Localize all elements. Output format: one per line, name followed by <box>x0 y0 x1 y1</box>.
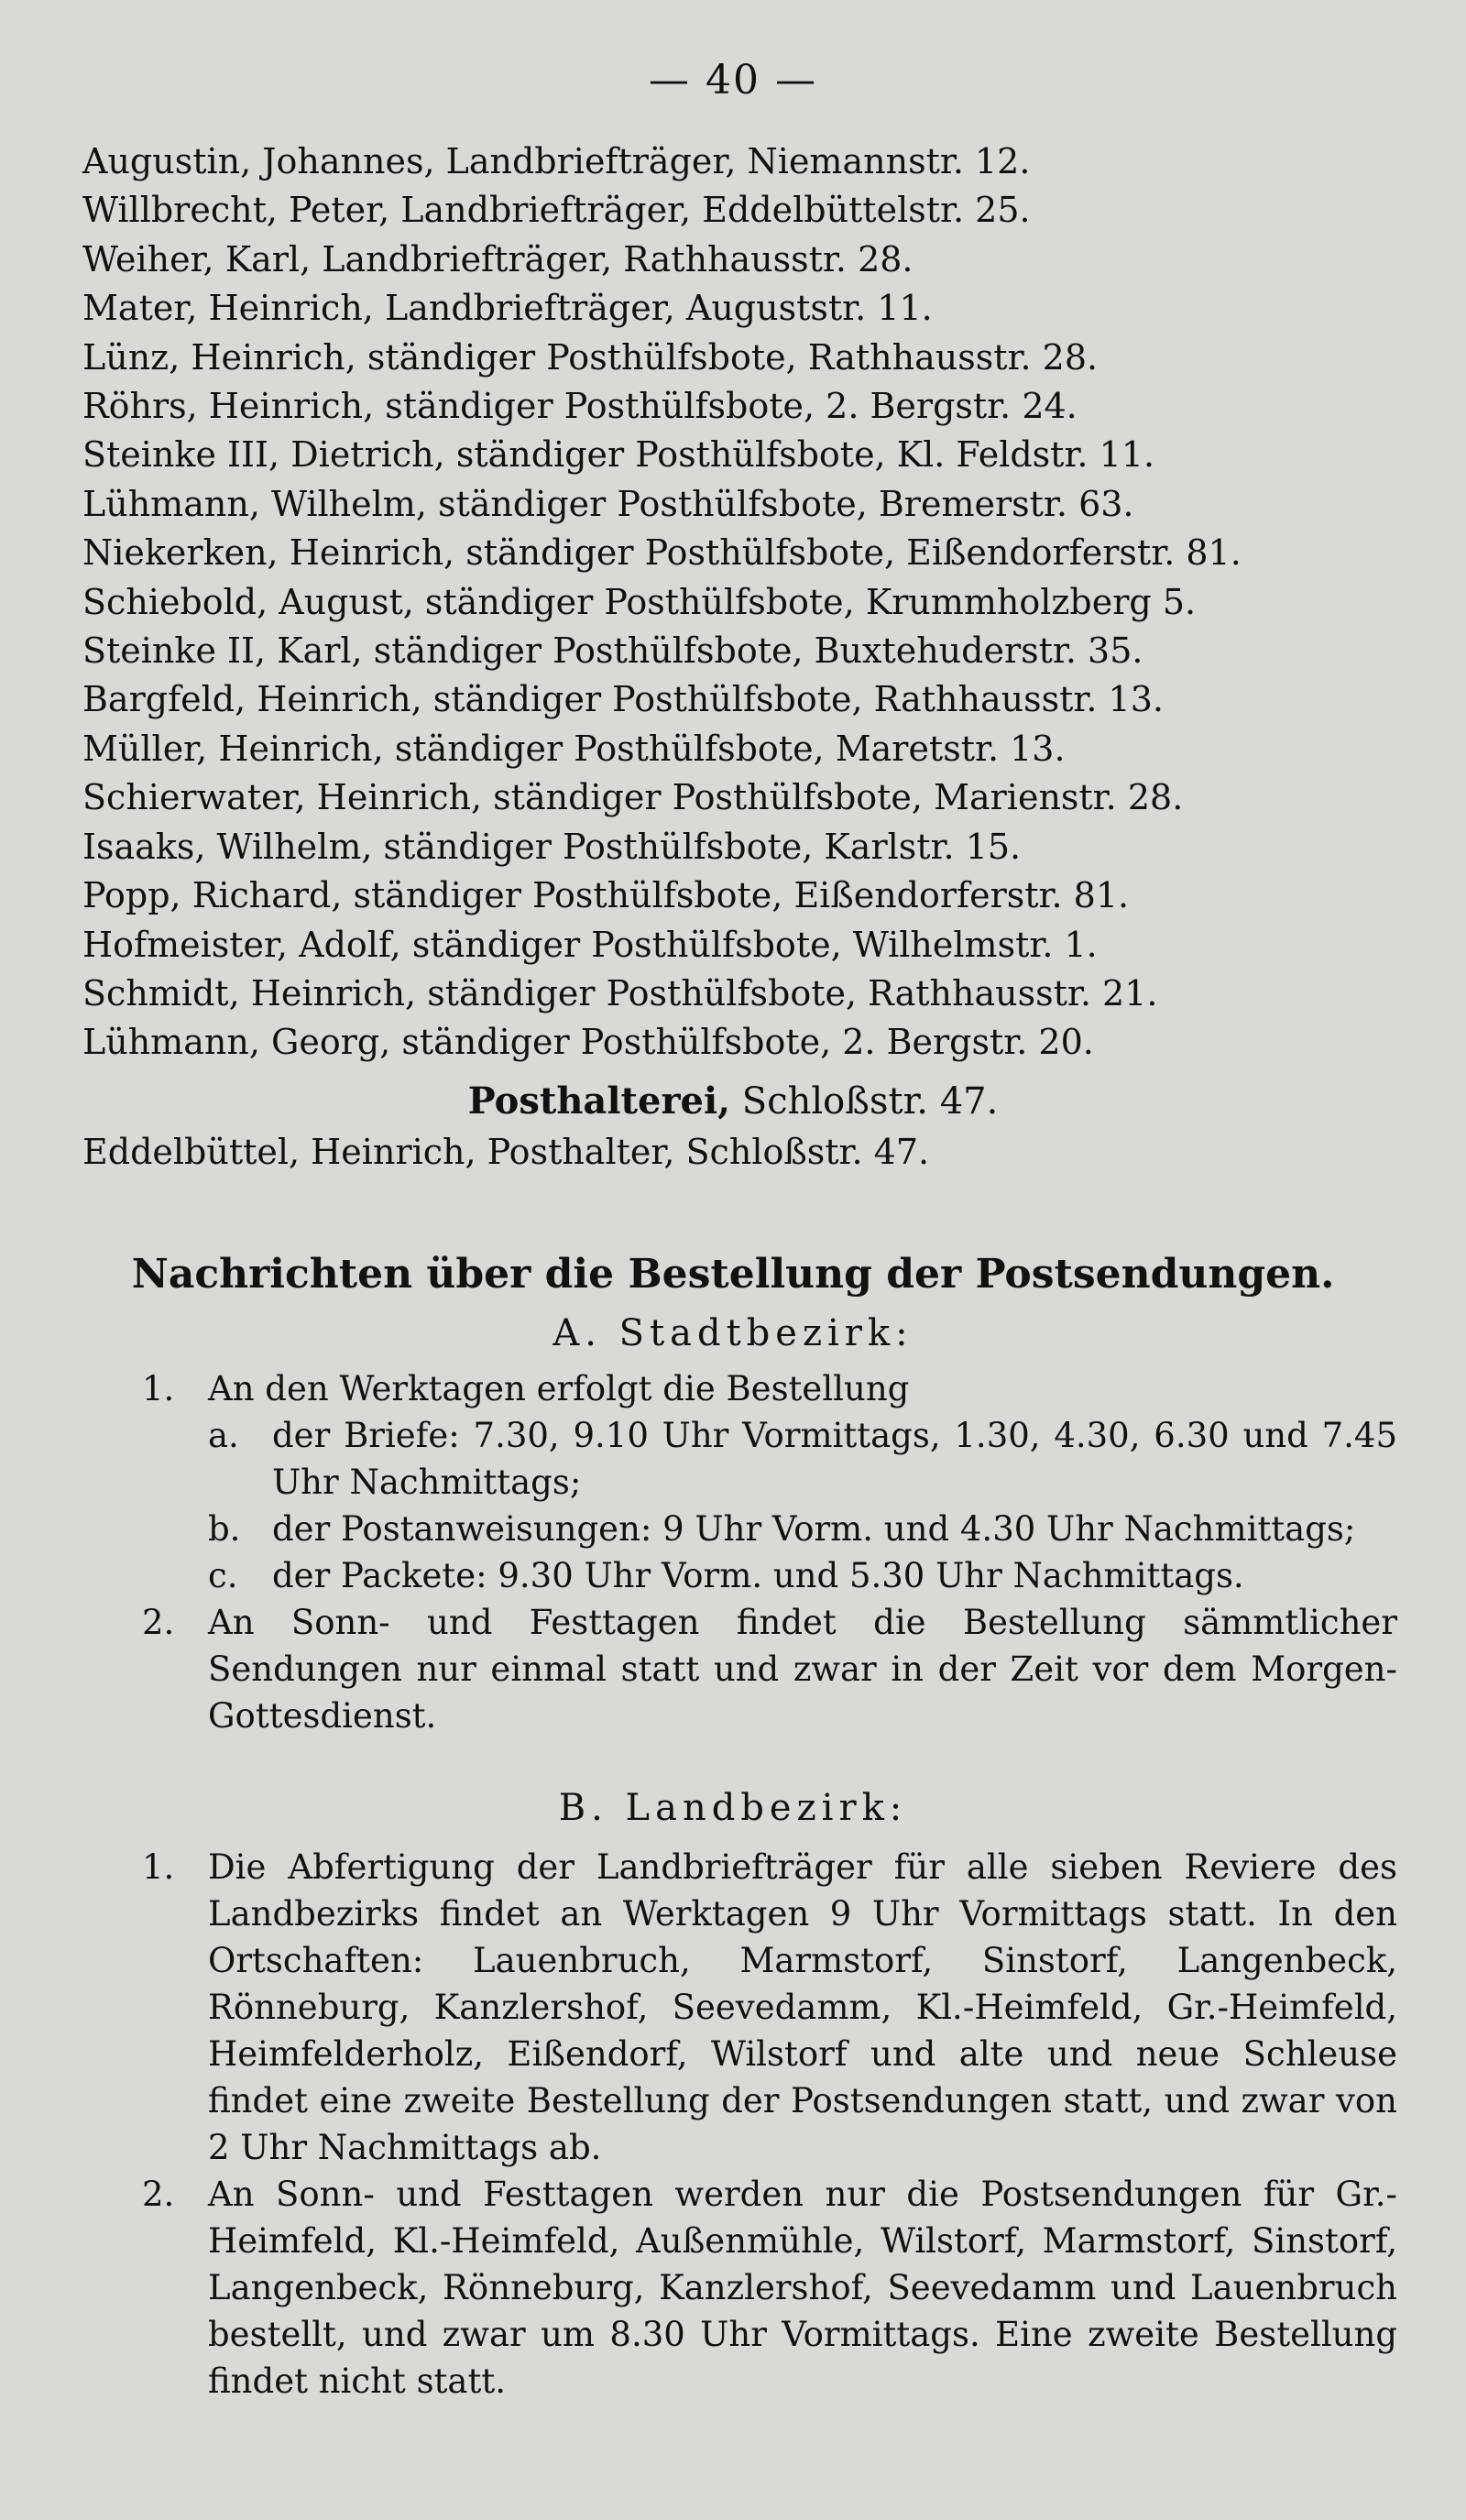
stadtbezirk-item-2 <box>142 1599 1397 1739</box>
directory-entry: Lühmann, Georg, ständiger Posthülfsbote, 2. Bergstr. 20. <box>82 1022 1094 1063</box>
directory-entry: Müller, Heinrich, ständiger Posthülfsbote, Maretstr. 13. <box>82 728 1066 769</box>
subitem-text: der Packete: 9.30 Uhr Vorm. und 5.30 Uhr Nachmittags. <box>272 1556 1244 1595</box>
item-number: 1. <box>142 1847 175 1887</box>
directory-entry: Schmidt, Heinrich, ständiger Posthülfsbote, Rathhausstr. 21. <box>82 972 1158 1013</box>
directory-entry: Willbrecht, Peter, Landbriefträger, Eddelbüttelstr. 25. <box>82 190 1031 231</box>
landbezirk-item-2 <box>142 2171 1397 2405</box>
item-number: 2. <box>142 1603 175 1642</box>
posthalterei-heading-bold: Posthalterei, <box>467 1079 731 1123</box>
posthalterei-heading <box>0 1079 1466 1123</box>
directory-entry: Steinke III, Dietrich, ständiger Posthülfsbote, Kl. Feldstr. 11. <box>82 434 1155 476</box>
directory-entry: Mater, Heinrich, Landbriefträger, Auguststr. 11. <box>82 288 933 329</box>
directory-entry: Popp, Richard, ständiger Posthülfsbote, Eißendorferstr. 81. <box>82 875 1130 916</box>
item-number: 2. <box>142 2175 175 2214</box>
directory-entry: Hofmeister, Adolf, ständiger Posthülfsbote, Wilhelmstr. 1. <box>82 924 1098 965</box>
item-text: Die Abfertigung der Landbriefträger für alle sieben Reviere des Landbezirks findet an Werktagen 9 Uhr Vormittags statt. In den Ortschaften: Lauenbruch, Marmstorf, Sinstorf, Langenbeck, Rönneburg, Kanzlershof, Seevedamm, Kl.-Heimfeld, Gr.-Heimfeld, Heimfelderholz, Eißendorf, Wilstorf und alte und neue Schleuse findet eine zweite Bestellung der Postsendungen statt, und zwar von 2 Uhr Nachmittags ab. <box>208 1847 1397 2167</box>
stadtbezirk-subitem-c <box>208 1552 1397 1599</box>
directory-entry: Augustin, Johannes, Landbriefträger, Niemannstr. 12. <box>82 141 1031 181</box>
subitem-text: der Postanweisungen: 9 Uhr Vorm. und 4.30 Uhr Nachmittags; <box>272 1509 1356 1549</box>
landbezirk-section <box>142 1844 1397 2405</box>
landbezirk-item-1 <box>142 1844 1397 2171</box>
directory-entry: Steinke II, Karl, ständiger Posthülfsbote, Buxtehuderstr. 35. <box>82 630 1143 672</box>
stadtbezirk-section <box>142 1365 1397 1739</box>
directory-entry: Schiebold, August, ständiger Posthülfsbote, Krummholzberg 5. <box>82 581 1197 622</box>
stadtbezirk-item-1 <box>142 1365 1397 1599</box>
stadtbezirk-subitem-a <box>208 1412 1397 1506</box>
item-number: 1. <box>142 1369 175 1408</box>
staff-directory <box>82 137 1242 1068</box>
subitem-letter: a. <box>208 1416 239 1455</box>
directory-entry: Bargfeld, Heinrich, ständiger Posthülfsbote, Rathhausstr. 13. <box>82 679 1164 720</box>
directory-entry: Niekerken, Heinrich, ständiger Posthülfsbote, Eißendorferstr. 81. <box>82 532 1242 574</box>
subitem-text: der Briefe: 7.30, 9.10 Uhr Vormittags, 1.30, 4.30, 6.30 und 7.45 Uhr Nachmittags; <box>272 1416 1397 1502</box>
subitem-letter: b. <box>208 1509 241 1549</box>
posthalterei-heading-address: Schloßstr. 47. <box>730 1080 999 1123</box>
stadtbezirk-subitem-b <box>208 1506 1397 1552</box>
landbezirk-heading: B. Landbezirk: <box>558 1787 908 1829</box>
directory-entry: Röhrs, Heinrich, ständiger Posthülfsbote, 2. Bergstr. 24. <box>82 386 1078 427</box>
item-text: An Sonn- und Festtagen werden nur die Postsendungen für Gr.-Heimfeld, Kl.-Heimfeld, Außenmühle, Wilstorf, Marmstorf, Sinstorf, Langenbeck, Rönneburg, Kanzlershof, Seevedamm und Lauenbruch bestellt, und zwar um 8.30 Uhr Vormittags. Eine zweite Bestellung findet nicht statt. <box>208 2175 1397 2401</box>
directory-entry: Schierwater, Heinrich, ständiger Posthülfsbote, Marienstr. 28. <box>82 777 1184 818</box>
directory-entry: Lünz, Heinrich, ständiger Posthülfsbote, Rathhausstr. 28. <box>82 336 1099 378</box>
subitem-letter: c. <box>208 1556 238 1595</box>
item-text: An den Werktagen erfolgt die Bestellung <box>208 1369 910 1408</box>
nachrichten-title: Nachrichten über die Bestellung der Postsendungen. <box>131 1251 1335 1298</box>
directory-entry: Isaaks, Wilhelm, ständiger Posthülfsbote, Karlstr. 15. <box>82 826 1022 867</box>
page-number: — 40 — <box>649 57 817 104</box>
directory-entry: Weiher, Karl, Landbriefträger, Rathhausstr. 28. <box>82 238 914 279</box>
item-text: An Sonn- und Festtagen findet die Bestellung sämmtlicher Sendungen nur einmal statt und zwar in der Zeit vor dem Morgen-Gottesdienst. <box>208 1603 1397 1736</box>
directory-entry: Lühmann, Wilhelm, ständiger Posthülfsbote, Bremerstr. 63. <box>82 483 1134 524</box>
stadtbezirk-heading: A. Stadtbezirk: <box>552 1312 914 1354</box>
posthalterei-entry: Eddelbüttel, Heinrich, Posthalter, Schloßstr. 47. <box>82 1132 930 1172</box>
